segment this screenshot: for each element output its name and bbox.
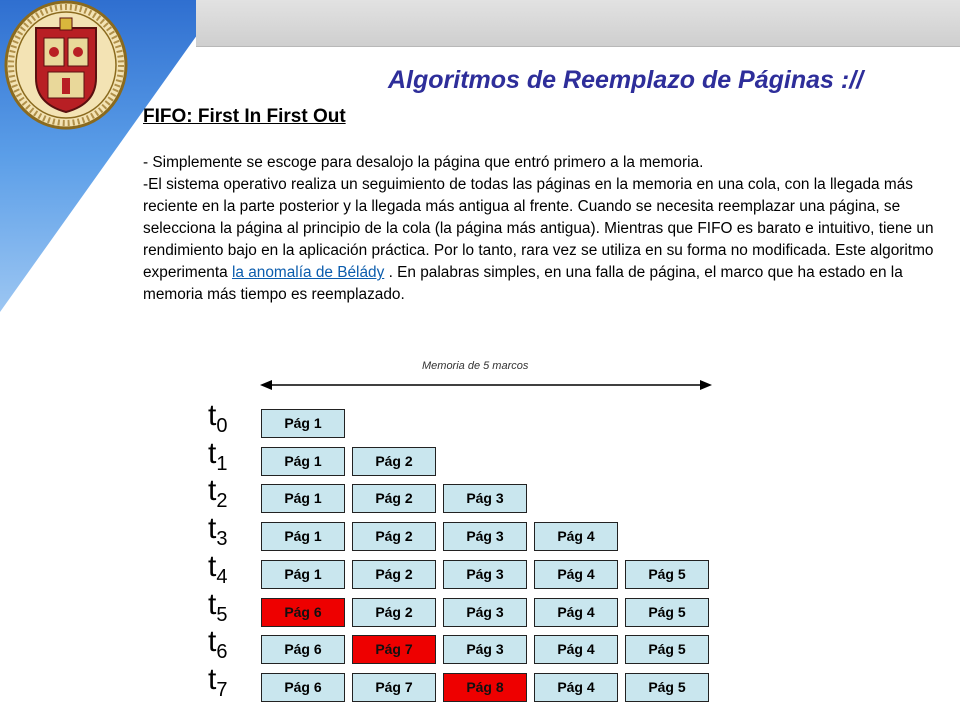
page-frame-cell: Pág 2	[352, 447, 436, 476]
time-label-base: t	[208, 399, 217, 432]
time-label-index: 3	[216, 528, 228, 551]
time-label-index: 4	[216, 565, 228, 588]
page-frame-cell: Pág 3	[443, 635, 527, 664]
paragraph-text: -El sistema operativo realiza un seguimiento de todas las páginas en la memoria en una cola, con la llegada más reciente en la parte posterior y la llegada más antigua al frente. Cuando se necesita reemplazar una página, se selecciona la página al principio de la cola (la página más antigua). Mientras que FIFO es barato e intuitivo, tiene un rendimiento bajo en la aplicación práctica. Por lo tanto, rara vez se utiliza en su forma no modificada. Este algoritmo experimenta	[143, 176, 934, 281]
body-text	[143, 152, 960, 306]
time-label-t7	[208, 662, 228, 705]
time-label-index: 0	[216, 415, 228, 437]
university-seal-icon	[4, 0, 128, 130]
page-frame-cell: Pág 3	[443, 522, 527, 551]
section-subtitle: FIFO: First In First Out	[143, 106, 346, 127]
page-frame-cell: Pág 1	[261, 484, 345, 513]
top-gray-bar	[196, 0, 960, 47]
page-frame-cell: Pág 7	[352, 635, 436, 664]
page-frame-cell: Pág 5	[625, 673, 709, 702]
page-frame-cell: Pág 4	[534, 673, 618, 702]
page-frame-cell: Pág 3	[443, 560, 527, 589]
page-frame-cell: Pág 4	[534, 598, 618, 627]
body-line-1: - Simplemente se escoge para desalojo la página que entró primero a la memoria.	[143, 154, 704, 171]
time-label-t2	[208, 476, 227, 516]
page-frame-cell: Pág 1	[261, 522, 345, 551]
page-frame-cell: Pág 1	[261, 560, 345, 589]
memory-label: Memoria de 5 marcos	[422, 360, 529, 372]
time-label-index: 1	[216, 452, 228, 475]
time-label-base: t	[208, 512, 217, 546]
time-label-base: t	[208, 436, 217, 470]
page-frame-cell: Pág 6	[261, 598, 345, 627]
page-frame-cell: Pág 5	[625, 598, 709, 627]
time-label-index: 7	[216, 678, 228, 701]
time-label-base: t	[208, 625, 217, 659]
time-label-t3	[208, 514, 227, 554]
page-frame-cell: Pág 1	[261, 409, 345, 438]
page-frame-cell: Pág 2	[352, 560, 436, 589]
time-label-index: 2	[216, 490, 228, 513]
paragraph-end: . En palabras simples, en una falla de página, el marco que ha estado en la memoria más tiempo es reemplazado.	[143, 264, 903, 303]
page-frame-cell: Pág 4	[534, 635, 618, 664]
page-frame-cell: Pág 4	[534, 522, 618, 551]
time-label-index: 5	[216, 603, 228, 626]
page-frame-cell: Pág 7	[352, 673, 436, 702]
page-frame-cell: Pág 8	[443, 673, 527, 702]
page-frame-cell: Pág 4	[534, 560, 618, 589]
page-frame-cell: Pág 2	[352, 598, 436, 627]
time-label-t6	[208, 627, 227, 667]
page-frame-cell: Pág 5	[625, 635, 709, 664]
page-frame-cell: Pág 5	[625, 560, 709, 589]
body-paragraph-2	[143, 174, 960, 306]
page-frame-cell: Pág 2	[352, 484, 436, 513]
page-title: Algoritmos de Reemplazo de Páginas ://	[388, 66, 864, 94]
page-frame-cell: Pág 6	[261, 635, 345, 664]
belady-anomaly-link[interactable]: la anomalía de Bélády	[231, 264, 385, 281]
time-label-base: t	[208, 474, 217, 508]
time-label-base: t	[208, 662, 217, 696]
page-frame-cell: Pág 2	[352, 522, 436, 551]
time-label-index: 6	[216, 641, 228, 664]
time-label-base: t	[208, 549, 217, 583]
page-frame-cell: Pág 1	[261, 447, 345, 476]
double-arrow-icon	[260, 376, 712, 394]
time-label-t5	[208, 587, 228, 630]
time-label-base: t	[208, 587, 217, 621]
page-frame-cell: Pág 6	[261, 673, 345, 702]
page-frame-cell: Pág 3	[443, 484, 527, 513]
time-label-t1	[208, 436, 228, 479]
time-label-t0	[208, 401, 227, 441]
time-label-t4	[208, 549, 228, 592]
page-frame-cell: Pág 3	[443, 598, 527, 627]
